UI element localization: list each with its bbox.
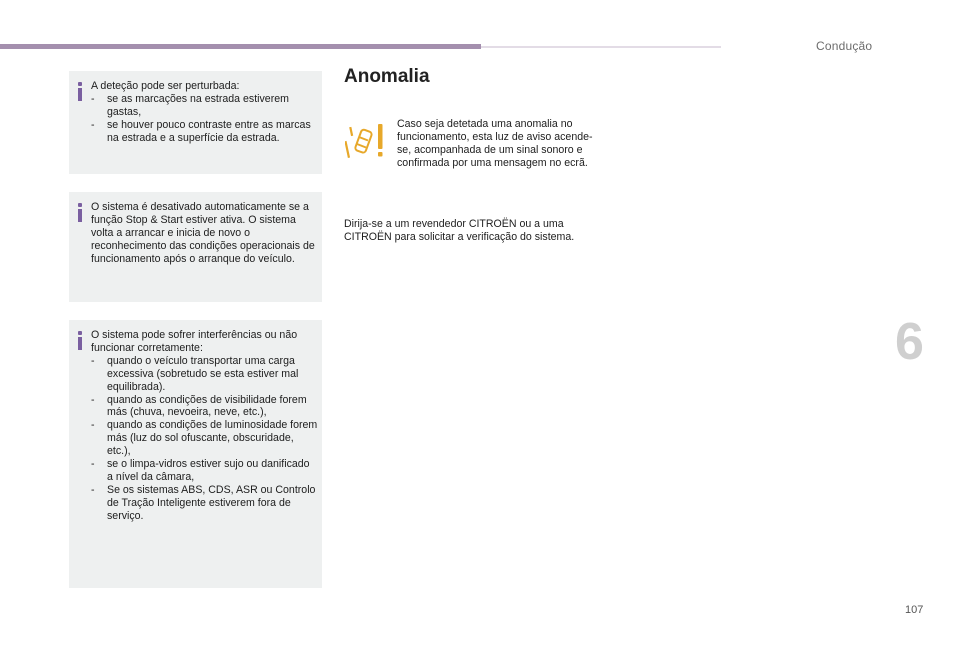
- chapter-number: 6: [895, 313, 924, 371]
- info-icon: [78, 331, 83, 349]
- list-item: - quando as condições de luminosidade forem más (luz do sol ofuscante, obscuridade, etc.),: [91, 419, 318, 458]
- info-note-interference: [69, 320, 322, 588]
- list-item: - se o limpa-vidros estiver sujo ou danificado a nível da câmara,: [91, 458, 318, 484]
- info-icon: [78, 82, 83, 100]
- info-icon: [78, 203, 83, 221]
- anomaly-title: Anomalia: [344, 66, 430, 87]
- advice-text: Dirija-se a um revendedor CITROËN ou a uma CITROËN para solicitar a verificação do sistema.: [344, 218, 575, 243]
- note-list: [91, 355, 318, 523]
- header-divider: [481, 46, 721, 48]
- list-item: - quando as condições de visibilidade forem más (chuva, nevoeira, neve, etc.),: [91, 394, 318, 420]
- info-note-detection: [69, 71, 322, 174]
- page-number: 107: [905, 604, 924, 616]
- list-item: - quando o veículo transportar uma carga excessiva (sobretudo se esta estiver mal equilibrada).: [91, 355, 318, 394]
- note-intro: O sistema pode sofrer interferências ou não funcionar corretamente:: [91, 329, 298, 354]
- note-list: [91, 93, 318, 145]
- list-item: - se as marcações na estrada estiverem gastas,: [91, 93, 318, 119]
- section-title: Condução: [816, 39, 873, 53]
- lane-departure-warning-icon: [345, 121, 391, 161]
- info-note-stop-start: [69, 192, 322, 302]
- note-intro: A deteção pode ser perturbada:: [91, 80, 240, 92]
- list-item: - Se os sistemas ABS, CDS, ASR ou Controlo de Tração Inteligente estiverem fora de serviço.: [91, 484, 318, 523]
- note-text: O sistema é desativado automaticamente se a função Stop & Start estiver ativa. O sistema volta a arrancar e inicia de novo o reconhecimento das condições operacionais de funcionamento após o arranque do veículo.: [91, 201, 315, 265]
- header-accent-bar: [0, 44, 481, 49]
- list-item: - se houver pouco contraste entre as marcas na estrada e a superfície da estrada.: [91, 119, 318, 145]
- warning-description: Caso seja detetada uma anomalia no funcionamento, esta luz de aviso acende-se, acompanhada de um sinal sonoro e confirmada por uma mensagem no ecrã.: [397, 118, 593, 169]
